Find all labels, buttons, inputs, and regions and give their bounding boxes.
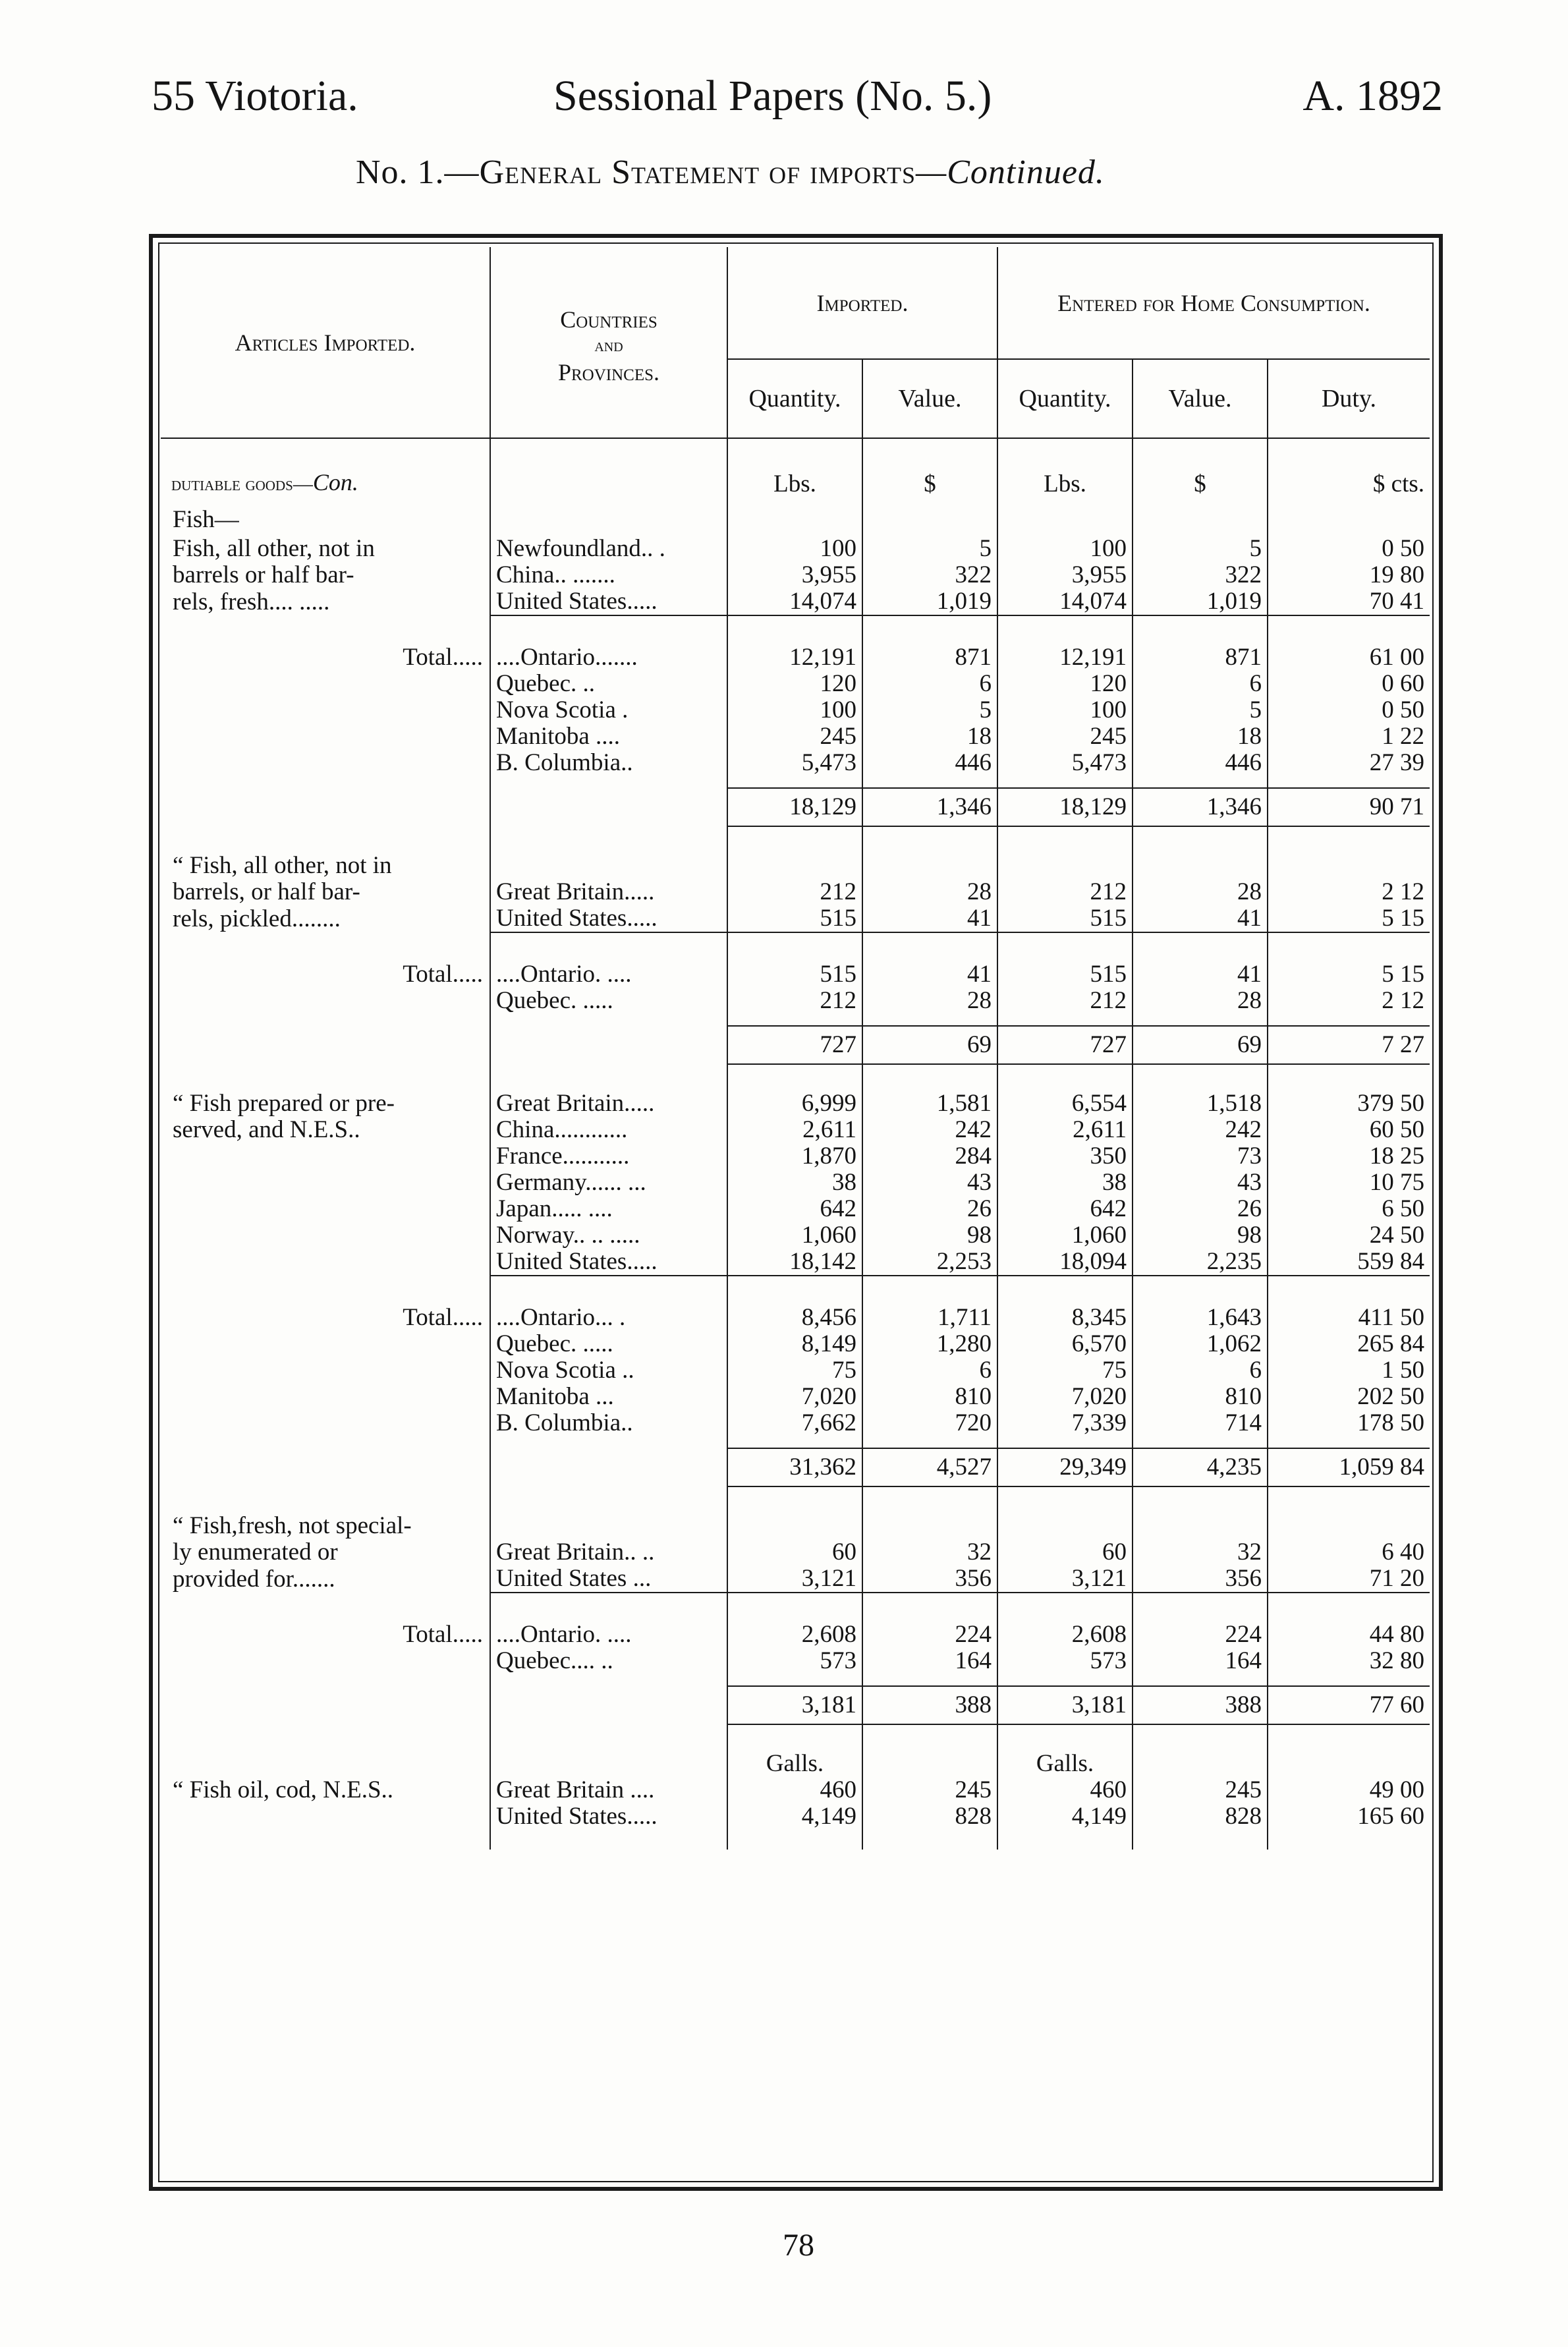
duty-cell: 1 22 xyxy=(1268,723,1430,750)
table-row xyxy=(161,644,1430,671)
imported-value-cell: 26 xyxy=(862,1196,997,1222)
home-value-cell: 810 xyxy=(1133,1384,1268,1410)
home-value-cell: 18 xyxy=(1133,723,1268,750)
imported-quantity-cell: 3,121 xyxy=(727,1566,862,1593)
col-imported-value: Value. xyxy=(862,359,997,438)
col-imported-quantity: Quantity. xyxy=(727,359,862,438)
total-duty: 90 71 xyxy=(1268,788,1430,826)
duty-cell: 2 12 xyxy=(1268,988,1430,1014)
home-value-cell: 242 xyxy=(1133,1117,1268,1143)
table-row xyxy=(161,671,1430,697)
imported-quantity-cell: 515 xyxy=(727,905,862,932)
duty-cell: 1 50 xyxy=(1268,1357,1430,1384)
imported-quantity-cell: 1,870 xyxy=(727,1143,862,1170)
total-home-value: 69 xyxy=(1133,1026,1268,1064)
article-line: “ Fish prepared or pre- xyxy=(173,1090,395,1117)
home-quantity-cell: 38 xyxy=(997,1170,1133,1196)
imported-quantity-cell: 460 xyxy=(727,1777,862,1803)
table-row xyxy=(161,1357,1430,1384)
group-total-row xyxy=(161,1686,1430,1724)
imported-quantity-cell: 8,149 xyxy=(727,1331,862,1357)
imported-quantity-cell: 12,191 xyxy=(727,644,862,671)
country-cell: B. Columbia.. xyxy=(490,750,727,776)
imported-quantity-cell: 5,473 xyxy=(727,750,862,776)
country-cell: B. Columbia.. xyxy=(490,1410,727,1436)
country-cell: China.. ....... xyxy=(490,562,727,588)
total-home-quantity: 3,181 xyxy=(997,1686,1133,1724)
imported-quantity-cell: 4,149 xyxy=(727,1803,862,1830)
imported-quantity-cell: 120 xyxy=(727,671,862,697)
home-quantity-cell: 120 xyxy=(997,671,1133,697)
home-quantity-cell: 100 xyxy=(997,536,1133,562)
unit-home-value: $ xyxy=(1133,438,1268,497)
country-cell: Quebec. .. xyxy=(490,671,727,697)
country-cell: Great Britain..... xyxy=(490,1090,727,1117)
country-cell: Great Britain..... xyxy=(490,879,727,905)
table-row xyxy=(161,750,1430,776)
home-quantity-cell: 4,149 xyxy=(997,1803,1133,1830)
duty-cell: 32 80 xyxy=(1268,1648,1430,1674)
imported-value-cell: 720 xyxy=(862,1410,997,1436)
article-line: rels, fresh.... ..... xyxy=(173,588,330,615)
home-value-cell: 28 xyxy=(1133,988,1268,1014)
country-cell: Quebec.... .. xyxy=(490,1648,727,1674)
country-cell: United States..... xyxy=(490,1803,727,1830)
unit-imported-quantity: Lbs. xyxy=(727,438,862,497)
total-home-quantity: 727 xyxy=(997,1026,1133,1064)
col-countries: Countries and Provinces. xyxy=(490,247,727,438)
unit-imported-value: $ xyxy=(862,438,997,497)
imported-quantity-cell: 14,074 xyxy=(727,588,862,615)
table-row xyxy=(161,1566,1430,1593)
duty-cell: 60 50 xyxy=(1268,1117,1430,1143)
country-cell: China............ xyxy=(490,1117,727,1143)
title-main: General Statement of imports xyxy=(479,154,916,191)
total-imported-value: 388 xyxy=(862,1686,997,1724)
duty-cell: 379 50 xyxy=(1268,1090,1430,1117)
country-cell: ....Ontario. .... xyxy=(490,961,727,988)
home-value-cell: 871 xyxy=(1133,644,1268,671)
country-cell: ....Ontario....... xyxy=(490,644,727,671)
imported-quantity-cell: 573 xyxy=(727,1648,862,1674)
duty-cell: 559 84 xyxy=(1268,1249,1430,1276)
table-row xyxy=(161,1803,1430,1830)
home-quantity-cell: 515 xyxy=(997,961,1133,988)
country-cell: Nova Scotia . xyxy=(490,697,727,723)
home-value-cell: 245 xyxy=(1133,1777,1268,1803)
duty-cell: 24 50 xyxy=(1268,1222,1430,1249)
home-quantity-cell: 60 xyxy=(997,1539,1133,1566)
home-value-cell: 224 xyxy=(1133,1622,1268,1648)
home-quantity-cell: 245 xyxy=(997,723,1133,750)
unit-galls-home: Galls. xyxy=(997,1751,1133,1777)
home-quantity-cell: 350 xyxy=(997,1143,1133,1170)
table-row xyxy=(161,1539,1430,1566)
article-line: rels, pickled........ xyxy=(173,905,341,932)
fish-heading: Fish— xyxy=(173,506,239,533)
table-row xyxy=(161,879,1430,905)
total-imported-value: 1,346 xyxy=(862,788,997,826)
title-suffix: —Continued. xyxy=(916,154,1105,191)
article-line: provided for....... xyxy=(173,1566,335,1593)
country-cell: Nova Scotia .. xyxy=(490,1357,727,1384)
table-row xyxy=(161,1384,1430,1410)
duty-cell: 178 50 xyxy=(1268,1410,1430,1436)
imported-quantity-cell: 38 xyxy=(727,1170,862,1196)
duty-cell: 27 39 xyxy=(1268,750,1430,776)
country-cell: Great Britain.. .. xyxy=(490,1539,727,1566)
home-value-cell: 1,643 xyxy=(1133,1305,1268,1331)
country-cell: Japan..... .... xyxy=(490,1196,727,1222)
article-line: barrels or half bar- xyxy=(173,561,354,588)
table-row xyxy=(161,1222,1430,1249)
article-line: “ Fish, all other, not in xyxy=(173,852,392,879)
home-value-cell: 1,518 xyxy=(1133,1090,1268,1117)
table-row xyxy=(161,1196,1430,1222)
table-row xyxy=(161,1622,1430,1648)
country-cell: United States ... xyxy=(490,1566,727,1593)
table-row xyxy=(161,1117,1430,1143)
duty-cell: 5 15 xyxy=(1268,905,1430,932)
home-quantity-cell: 14,074 xyxy=(997,588,1133,615)
table-row xyxy=(161,697,1430,723)
home-quantity-cell: 75 xyxy=(997,1357,1133,1384)
home-value-cell: 73 xyxy=(1133,1143,1268,1170)
home-value-cell: 5 xyxy=(1133,697,1268,723)
imported-value-cell: 1,581 xyxy=(862,1090,997,1117)
total-imported-quantity: 18,129 xyxy=(727,788,862,826)
table-row xyxy=(161,723,1430,750)
col-imported: Imported. xyxy=(727,247,997,359)
group-total-row xyxy=(161,1448,1430,1486)
home-quantity-cell: 515 xyxy=(997,905,1133,932)
total-imported-quantity: 727 xyxy=(727,1026,862,1064)
imported-value-cell: 98 xyxy=(862,1222,997,1249)
home-value-cell: 6 xyxy=(1133,671,1268,697)
duty-cell: 6 50 xyxy=(1268,1196,1430,1222)
home-quantity-cell: 7,020 xyxy=(997,1384,1133,1410)
col-articles: Articles Imported. xyxy=(161,247,490,438)
unit-home-quantity: Lbs. xyxy=(997,438,1133,497)
imported-value-cell: 245 xyxy=(862,1777,997,1803)
imported-quantity-cell: 515 xyxy=(727,961,862,988)
imports-table xyxy=(161,247,1430,1850)
imported-value-cell: 32 xyxy=(862,1539,997,1566)
home-value-cell: 41 xyxy=(1133,905,1268,932)
home-quantity-cell: 212 xyxy=(997,988,1133,1014)
imported-value-cell: 6 xyxy=(862,1357,997,1384)
table-row xyxy=(161,1410,1430,1436)
table-row xyxy=(161,1090,1430,1117)
country-cell: Newfoundland.. . xyxy=(490,536,727,562)
duty-cell: 165 60 xyxy=(1268,1803,1430,1830)
imported-value-cell: 284 xyxy=(862,1143,997,1170)
home-quantity-cell: 460 xyxy=(997,1777,1133,1803)
home-quantity-cell: 212 xyxy=(997,879,1133,905)
duty-cell: 0 60 xyxy=(1268,671,1430,697)
group-total-row xyxy=(161,788,1430,826)
imported-value-cell: 1,280 xyxy=(862,1331,997,1357)
duty-cell: 19 80 xyxy=(1268,562,1430,588)
imported-quantity-cell: 212 xyxy=(727,879,862,905)
table-row xyxy=(161,536,1430,562)
imported-value-cell: 18 xyxy=(862,723,997,750)
home-quantity-cell: 2,611 xyxy=(997,1117,1133,1143)
total-imported-quantity: 3,181 xyxy=(727,1686,862,1724)
total-label: Total..... xyxy=(403,961,483,988)
imported-quantity-cell: 1,060 xyxy=(727,1222,862,1249)
total-imported-value: 4,527 xyxy=(862,1448,997,1486)
imported-value-cell: 5 xyxy=(862,536,997,562)
home-value-cell: 1,019 xyxy=(1133,588,1268,615)
article-line: served, and N.E.S.. xyxy=(173,1116,360,1143)
home-value-cell: 28 xyxy=(1133,879,1268,905)
imported-quantity-cell: 7,020 xyxy=(727,1384,862,1410)
home-quantity-cell: 18,094 xyxy=(997,1249,1133,1276)
imported-quantity-cell: 100 xyxy=(727,536,862,562)
home-value-cell: 26 xyxy=(1133,1196,1268,1222)
col-duty: Duty. xyxy=(1268,359,1430,438)
table-row xyxy=(161,1170,1430,1196)
home-quantity-cell: 5,473 xyxy=(997,750,1133,776)
imported-quantity-cell: 642 xyxy=(727,1196,862,1222)
imported-quantity-cell: 75 xyxy=(727,1357,862,1384)
home-value-cell: 43 xyxy=(1133,1170,1268,1196)
imported-value-cell: 871 xyxy=(862,644,997,671)
imported-value-cell: 1,019 xyxy=(862,588,997,615)
home-value-cell: 322 xyxy=(1133,562,1268,588)
duty-cell: 44 80 xyxy=(1268,1622,1430,1648)
country-cell: Quebec. ..... xyxy=(490,1331,727,1357)
total-duty: 1,059 84 xyxy=(1268,1448,1430,1486)
imported-value-cell: 828 xyxy=(862,1803,997,1830)
running-head-right: A. 1892 xyxy=(1302,72,1443,120)
country-cell: Great Britain .... xyxy=(490,1777,727,1803)
col-home-value: Value. xyxy=(1133,359,1268,438)
imported-quantity-cell: 18,142 xyxy=(727,1249,862,1276)
col-home-consumption: Entered for Home Consumption. xyxy=(997,247,1430,359)
article-line: Fish, all other, not in xyxy=(173,535,375,562)
home-quantity-cell: 100 xyxy=(997,697,1133,723)
article-line: “ Fish,fresh, not special- xyxy=(173,1512,412,1539)
country-cell: Manitoba .... xyxy=(490,723,727,750)
country-cell: United States..... xyxy=(490,588,727,615)
total-label: Total..... xyxy=(403,644,483,671)
home-quantity-cell: 573 xyxy=(997,1648,1133,1674)
table-row xyxy=(161,1331,1430,1357)
duty-cell: 5 15 xyxy=(1268,961,1430,988)
duty-cell: 0 50 xyxy=(1268,697,1430,723)
home-value-cell: 356 xyxy=(1133,1566,1268,1593)
imported-quantity-cell: 3,955 xyxy=(727,562,862,588)
imported-quantity-cell: 212 xyxy=(727,988,862,1014)
table-row xyxy=(161,1305,1430,1331)
duty-cell: 71 20 xyxy=(1268,1566,1430,1593)
article-line: barrels, or half bar- xyxy=(173,878,360,905)
total-duty: 7 27 xyxy=(1268,1026,1430,1064)
country-cell: Norway.. .. ..... xyxy=(490,1222,727,1249)
home-value-cell: 5 xyxy=(1133,536,1268,562)
imported-value-cell: 810 xyxy=(862,1384,997,1410)
imported-value-cell: 28 xyxy=(862,879,997,905)
article-line: ly enumerated or xyxy=(173,1539,338,1566)
duty-cell: 61 00 xyxy=(1268,644,1430,671)
table-body xyxy=(161,438,1430,1850)
home-value-cell: 714 xyxy=(1133,1410,1268,1436)
duty-cell: 411 50 xyxy=(1268,1305,1430,1331)
duty-cell: 6 40 xyxy=(1268,1539,1430,1566)
total-home-quantity: 18,129 xyxy=(997,788,1133,826)
home-value-cell: 6 xyxy=(1133,1357,1268,1384)
imported-value-cell: 2,253 xyxy=(862,1249,997,1276)
home-value-cell: 828 xyxy=(1133,1803,1268,1830)
imported-value-cell: 224 xyxy=(862,1622,997,1648)
table-row xyxy=(161,961,1430,988)
title-prefix: No. 1.— xyxy=(356,154,480,191)
table-row xyxy=(161,1249,1430,1276)
imported-quantity-cell: 2,608 xyxy=(727,1622,862,1648)
total-duty: 77 60 xyxy=(1268,1686,1430,1724)
country-cell: France........... xyxy=(490,1143,727,1170)
table-row xyxy=(161,988,1430,1014)
imported-quantity-cell: 2,611 xyxy=(727,1117,862,1143)
imported-quantity-cell: 7,662 xyxy=(727,1410,862,1436)
imported-quantity-cell: 245 xyxy=(727,723,862,750)
country-cell: ....Ontario. .... xyxy=(490,1622,727,1648)
home-quantity-cell: 6,554 xyxy=(997,1090,1133,1117)
imported-value-cell: 322 xyxy=(862,562,997,588)
imported-value-cell: 6 xyxy=(862,671,997,697)
table-row xyxy=(161,1648,1430,1674)
home-value-cell: 1,062 xyxy=(1133,1331,1268,1357)
unit-duty: $ cts. xyxy=(1268,438,1430,497)
duty-cell: 10 75 xyxy=(1268,1170,1430,1196)
running-head-left: 55 Viotoria. xyxy=(152,72,358,120)
page-number: 78 xyxy=(783,2228,814,2263)
imported-value-cell: 242 xyxy=(862,1117,997,1143)
article-line: “ Fish oil, cod, N.E.S.. xyxy=(173,1776,394,1803)
running-head-center: Sessional Papers (No. 5.) xyxy=(553,72,992,120)
table-row xyxy=(161,588,1430,615)
imported-value-cell: 356 xyxy=(862,1566,997,1593)
imported-value-cell: 41 xyxy=(862,905,997,932)
total-imported-value: 69 xyxy=(862,1026,997,1064)
home-quantity-cell: 3,955 xyxy=(997,562,1133,588)
home-quantity-cell: 642 xyxy=(997,1196,1133,1222)
home-value-cell: 98 xyxy=(1133,1222,1268,1249)
total-home-value: 388 xyxy=(1133,1686,1268,1724)
duty-cell: 2 12 xyxy=(1268,879,1430,905)
imported-value-cell: 41 xyxy=(862,961,997,988)
duty-cell: 49 00 xyxy=(1268,1777,1430,1803)
imported-quantity-cell: 8,456 xyxy=(727,1305,862,1331)
total-imported-quantity: 31,362 xyxy=(727,1448,862,1486)
home-value-cell: 41 xyxy=(1133,961,1268,988)
imported-value-cell: 43 xyxy=(862,1170,997,1196)
duty-cell: 265 84 xyxy=(1268,1331,1430,1357)
imported-quantity-cell: 60 xyxy=(727,1539,862,1566)
home-value-cell: 32 xyxy=(1133,1539,1268,1566)
home-value-cell: 2,235 xyxy=(1133,1249,1268,1276)
table-row xyxy=(161,1777,1430,1803)
home-quantity-cell: 12,191 xyxy=(997,644,1133,671)
col-home-quantity: Quantity. xyxy=(997,359,1133,438)
total-label: Total..... xyxy=(403,1304,483,1331)
home-quantity-cell: 6,570 xyxy=(997,1331,1133,1357)
total-label: Total..... xyxy=(403,1621,483,1648)
country-cell: Manitoba ... xyxy=(490,1384,727,1410)
duty-cell: 202 50 xyxy=(1268,1384,1430,1410)
duty-cell: 70 41 xyxy=(1268,588,1430,615)
country-cell: United States..... xyxy=(490,1249,727,1276)
imported-quantity-cell: 100 xyxy=(727,697,862,723)
total-home-value: 4,235 xyxy=(1133,1448,1268,1486)
imported-quantity-cell: 6,999 xyxy=(727,1090,862,1117)
duty-cell: 0 50 xyxy=(1268,536,1430,562)
home-quantity-cell: 8,345 xyxy=(997,1305,1133,1331)
group-total-row xyxy=(161,1026,1430,1064)
imported-value-cell: 446 xyxy=(862,750,997,776)
country-cell: United States..... xyxy=(490,905,727,932)
unit-galls-imported: Galls. xyxy=(727,1751,862,1777)
page-title xyxy=(356,153,1105,192)
home-value-cell: 164 xyxy=(1133,1648,1268,1674)
country-cell: Germany...... ... xyxy=(490,1170,727,1196)
imported-value-cell: 1,711 xyxy=(862,1305,997,1331)
total-home-value: 1,346 xyxy=(1133,788,1268,826)
country-cell: ....Ontario... . xyxy=(490,1305,727,1331)
duty-cell: 18 25 xyxy=(1268,1143,1430,1170)
home-quantity-cell: 7,339 xyxy=(997,1410,1133,1436)
imported-value-cell: 28 xyxy=(862,988,997,1014)
section-heading: dutiable goods—Con. xyxy=(171,469,358,495)
imported-value-cell: 164 xyxy=(862,1648,997,1674)
home-quantity-cell: 2,608 xyxy=(997,1622,1133,1648)
home-value-cell: 446 xyxy=(1133,750,1268,776)
home-quantity-cell: 3,121 xyxy=(997,1566,1133,1593)
total-home-quantity: 29,349 xyxy=(997,1448,1133,1486)
imported-value-cell: 5 xyxy=(862,697,997,723)
table-row xyxy=(161,562,1430,588)
country-cell: Quebec. ..... xyxy=(490,988,727,1014)
table-row xyxy=(161,1143,1430,1170)
table-row xyxy=(161,905,1430,932)
home-quantity-cell: 1,060 xyxy=(997,1222,1133,1249)
